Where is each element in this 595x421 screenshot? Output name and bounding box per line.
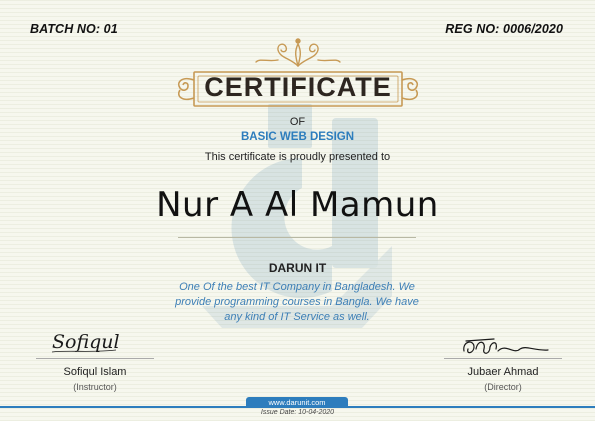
description-line: provide programming courses in Bangla. We have	[175, 296, 419, 308]
description-line: One Of the best IT Company in Bangladesh. We	[179, 281, 415, 293]
director-name: Jubaer Ahmad	[467, 366, 539, 378]
registration-number: REG NO: 0006/2020	[445, 22, 563, 36]
batch-number: BATCH NO: 01	[30, 22, 118, 36]
website-link[interactable]: www.darunit.com	[246, 397, 348, 408]
organization-description	[152, 280, 442, 325]
instructor-role: (Instructor)	[73, 382, 117, 392]
description-line: any kind of IT Service as well.	[224, 311, 370, 323]
certificate-title: CERTIFICATE	[204, 72, 392, 102]
recipient-name: Nur A Al Mamun	[156, 185, 439, 225]
signature-text: Sofiqul	[52, 331, 120, 353]
instructor-signature	[50, 326, 122, 356]
instructor-signature-line	[36, 358, 154, 359]
issue-date: Issue Date: 10-04-2020	[260, 409, 335, 416]
name-underline	[178, 237, 416, 238]
director-role: (Director)	[484, 382, 522, 392]
director-signature-line	[444, 358, 562, 359]
instructor-name: Sofiqul Islam	[63, 366, 127, 378]
course-name: BASIC WEB DESIGN	[240, 131, 355, 143]
presented-text: This certificate is proudly presented to	[204, 151, 391, 163]
organization-name: DARUN IT	[268, 261, 327, 275]
of-label: OF	[289, 116, 306, 128]
